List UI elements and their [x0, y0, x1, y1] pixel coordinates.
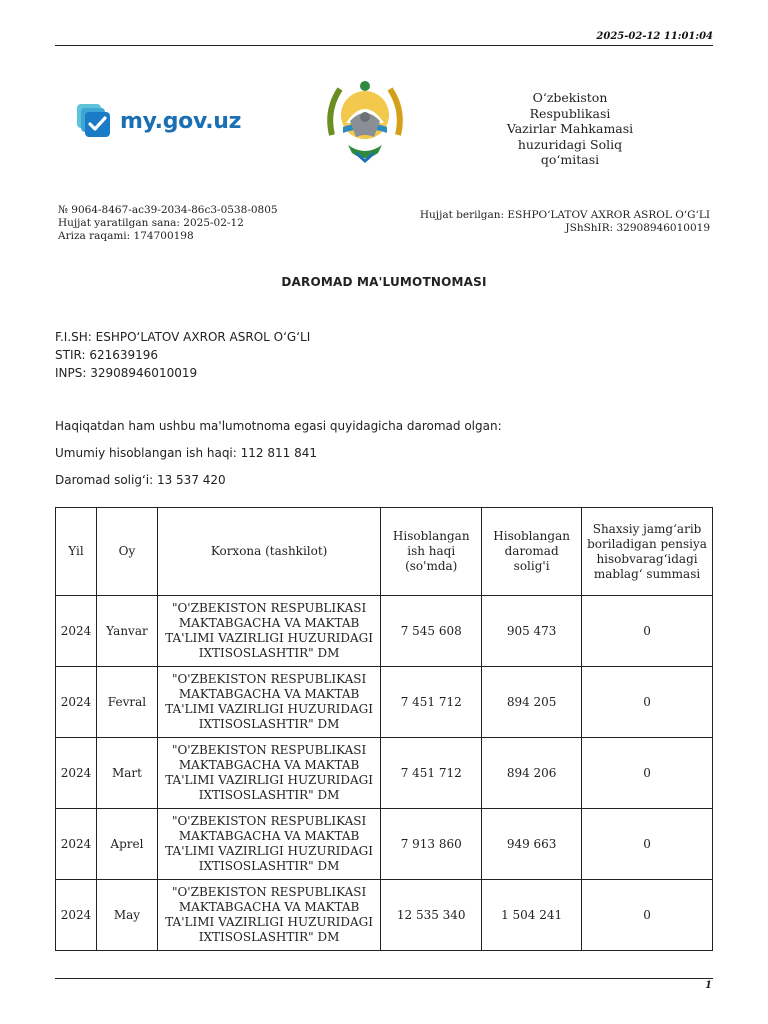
cell-tax: 1 504 241 — [482, 880, 582, 951]
cell-salary: 7 451 712 — [381, 667, 482, 738]
cell-month: Aprel — [96, 809, 157, 880]
mygov-logo — [76, 103, 241, 139]
recipient-meta — [420, 209, 710, 235]
cell-organization: "O'ZBEKISTON RESPUBLIKASI MAKTABGACHA VA MAKTAB TA'LIMI VAZIRLIGI HUZURIDAGI IXTISOSLASHTIR" DM — [157, 880, 380, 951]
person-stir: STIR: 621639196 — [55, 348, 159, 362]
cell-month: May — [96, 880, 157, 951]
person-inps: INPS: 32908946010019 — [55, 366, 198, 380]
issuing-authority — [495, 90, 645, 168]
cell-pension: 0 — [582, 667, 713, 738]
column-header-year: Yil — [56, 508, 97, 596]
column-header-month: Oy — [96, 508, 157, 596]
cell-year: 2024 — [56, 738, 97, 809]
cell-organization: "O'ZBEKISTON RESPUBLIKASI MAKTABGACHA VA MAKTAB TA'LIMI VAZIRLIGI HUZURIDAGI IXTISOSLASHTIR" DM — [157, 738, 380, 809]
table-row — [56, 596, 713, 667]
cell-salary: 12 535 340 — [381, 880, 482, 951]
table-row — [56, 738, 713, 809]
authority-line: Vazirlar Mahkamasi — [506, 121, 634, 136]
cell-year: 2024 — [56, 596, 97, 667]
cell-pension: 0 — [582, 596, 713, 667]
column-header-organization: Korxona (tashkilot) — [157, 508, 380, 596]
cell-tax: 894 205 — [482, 667, 582, 738]
column-header-pension: Shaxsiy jamg‘arib boriladigan pensiya hisobvarag‘idagi mablag‘ summasi — [582, 508, 713, 596]
issued-to: Hujjat berilgan: ESHPO‘LATOV AXROR ASROL O‘G‘LI — [419, 209, 710, 221]
authority-line: qo‘mitasi — [540, 152, 600, 167]
table-row — [56, 880, 713, 951]
person-info — [55, 328, 310, 382]
cell-organization: "O'ZBEKISTON RESPUBLIKASI MAKTABGACHA VA MAKTAB TA'LIMI VAZIRLIGI HUZURIDAGI IXTISOSLASHTIR" DM — [157, 596, 380, 667]
authority-line: huzuridagi Soliq — [517, 136, 623, 152]
authority-line: O‘zbekiston Respublikasi — [529, 90, 611, 121]
cell-organization: "O'ZBEKISTON RESPUBLIKASI MAKTABGACHA VA MAKTAB TA'LIMI VAZIRLIGI HUZURIDAGI IXTISOSLASHTIR" DM — [157, 667, 380, 738]
cell-year: 2024 — [56, 880, 97, 951]
timestamp: 2025-02-12 11:01:04 — [596, 31, 713, 42]
cell-tax: 894 206 — [482, 738, 582, 809]
cell-tax: 905 473 — [482, 596, 582, 667]
cell-month: Yanvar — [96, 596, 157, 667]
column-header-tax: Hisoblangan daromad solig'i — [482, 508, 582, 596]
cell-pension: 0 — [582, 738, 713, 809]
logo-text: my.gov.uz — [120, 108, 242, 134]
cell-salary: 7 913 860 — [381, 809, 482, 880]
column-header-salary: Hisoblangan ish haqi (so'mda) — [381, 508, 482, 596]
table-header-row — [56, 508, 713, 596]
application-number: Ariza raqami: 174700198 — [58, 230, 194, 242]
cell-pension: 0 — [582, 880, 713, 951]
cell-year: 2024 — [56, 809, 97, 880]
cell-organization: "O'ZBEKISTON RESPUBLIKASI MAKTABGACHA VA MAKTAB TA'LIMI VAZIRLIGI HUZURIDAGI IXTISOSLASHTIR" DM — [157, 809, 380, 880]
income-tax: Daromad solig‘i: 13 537 420 — [55, 473, 226, 487]
person-fish: F.I.SH: ESHPO‘LATOV AXROR ASROL O‘G‘LI — [55, 330, 311, 344]
document-number: № 9064-8467-ac39-2034-86c3-0538-0805 — [58, 204, 278, 216]
table-row — [56, 667, 713, 738]
total-salary: Umumiy hisoblangan ish haqi: 112 811 841 — [55, 446, 317, 460]
cell-salary: 7 545 608 — [381, 596, 482, 667]
bottom-divider — [55, 978, 713, 979]
cell-year: 2024 — [56, 667, 97, 738]
top-divider — [55, 45, 713, 46]
jshshir: JShShIR: 32908946010019 — [565, 222, 710, 234]
state-emblem-icon — [318, 75, 412, 169]
page-number: 1 — [705, 980, 712, 991]
table-row — [56, 809, 713, 880]
cell-pension: 0 — [582, 809, 713, 880]
cell-month: Mart — [96, 738, 157, 809]
checkbox-logo-icon — [76, 103, 112, 139]
income-statement: Haqiqatdan ham ushbu ma'lumotnoma egasi quyidagicha daromad olgan: — [55, 419, 502, 433]
document-meta — [58, 204, 278, 243]
income-table — [55, 507, 713, 951]
document-title: DAROMAD MA'LUMOTNOMASI — [281, 275, 487, 289]
cell-tax: 949 663 — [482, 809, 582, 880]
cell-salary: 7 451 712 — [381, 738, 482, 809]
cell-month: Fevral — [96, 667, 157, 738]
created-date: Hujjat yaratilgan sana: 2025-02-12 — [58, 217, 244, 229]
